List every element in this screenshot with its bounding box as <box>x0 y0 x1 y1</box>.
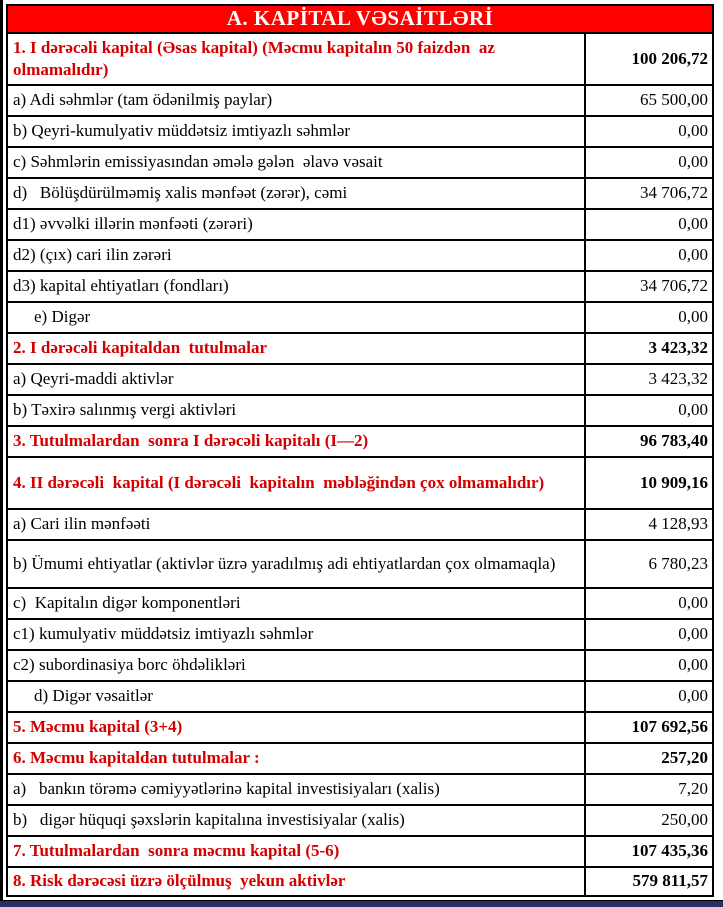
table-row <box>7 588 713 619</box>
table-row <box>7 650 713 681</box>
bottom-border-bar <box>0 900 723 907</box>
row-value: 100 206,72 <box>585 33 713 85</box>
table-row <box>7 147 713 178</box>
row-label: 1. I dərəcəli kapital (Əsas kapital) (Məcmu kapitalın 50 faizdən az olmamalıdır) <box>7 33 585 85</box>
row-value: 0,00 <box>585 116 713 147</box>
row-value: 107 435,36 <box>585 836 713 867</box>
row-value: 250,00 <box>585 805 713 836</box>
row-value: 65 500,00 <box>585 85 713 116</box>
table-row <box>7 395 713 426</box>
row-label: b) digər hüquqi şəxslərin kapitalına investisiyalar (xalis) <box>7 805 585 836</box>
row-value: 34 706,72 <box>585 271 713 302</box>
row-label: a) bankın törəmə cəmiyyətlərinə kapital investisiyaları (xalis) <box>7 774 585 805</box>
row-label: d2) (çıx) cari ilin zərəri <box>7 240 585 271</box>
row-label: e) Digər <box>7 302 585 333</box>
table-row <box>7 271 713 302</box>
row-label: c) Səhmlərin emissiyasından əmələ gələn əlavə vəsait <box>7 147 585 178</box>
table-row <box>7 116 713 147</box>
row-value: 0,00 <box>585 395 713 426</box>
row-value: 0,00 <box>585 681 713 712</box>
row-label: a) Adi səhmlər (tam ödənilmiş paylar) <box>7 85 585 116</box>
row-label: a) Cari ilin mənfəəti <box>7 509 585 540</box>
row-value: 7,20 <box>585 774 713 805</box>
row-value: 579 811,57 <box>585 867 713 896</box>
table-row <box>7 743 713 774</box>
table-row <box>7 240 713 271</box>
table-row <box>7 805 713 836</box>
row-value: 0,00 <box>585 209 713 240</box>
table-row <box>7 540 713 588</box>
table-row <box>7 209 713 240</box>
table-row <box>7 33 713 85</box>
row-value: 10 909,16 <box>585 457 713 509</box>
table-row <box>7 178 713 209</box>
row-label: 2. I dərəcəli kapitaldan tutulmalar <box>7 333 585 364</box>
table-row <box>7 364 713 395</box>
table-row <box>7 85 713 116</box>
row-label: d3) kapital ehtiyatları (fondları) <box>7 271 585 302</box>
row-label: 5. Məcmu kapital (3+4) <box>7 712 585 743</box>
row-value: 0,00 <box>585 650 713 681</box>
row-label: c) Kapitalın digər komponentləri <box>7 588 585 619</box>
row-label: b) Ümumi ehtiyatlar (aktivlər üzrə yaradılmış adi ehtiyatlardan çox olmamaqla) <box>7 540 585 588</box>
table-row <box>7 774 713 805</box>
row-label: c2) subordinasiya borc öhdəlikləri <box>7 650 585 681</box>
table-row <box>7 712 713 743</box>
row-label: a) Qeyri-maddi aktivlər <box>7 364 585 395</box>
row-label: 4. II dərəcəli kapital (I dərəcəli kapitalın məbləğindən çox olmamalıdır) <box>7 457 585 509</box>
page-edge-line <box>0 0 3 907</box>
row-label: b) Qeyri-kumulyativ müddətsiz imtiyazlı səhmlər <box>7 116 585 147</box>
table-row <box>7 333 713 364</box>
table-row <box>7 302 713 333</box>
table-title: A. KAPİTAL VƏSAİTLƏRİ <box>7 5 713 33</box>
row-value: 0,00 <box>585 588 713 619</box>
row-label: d) Digər vəsaitlər <box>7 681 585 712</box>
table-header-row <box>7 5 713 33</box>
row-value: 3 423,32 <box>585 333 713 364</box>
row-value: 107 692,56 <box>585 712 713 743</box>
row-value: 0,00 <box>585 240 713 271</box>
row-value: 6 780,23 <box>585 540 713 588</box>
capital-table <box>6 4 714 897</box>
table-row <box>7 681 713 712</box>
row-value: 0,00 <box>585 147 713 178</box>
row-value: 34 706,72 <box>585 178 713 209</box>
row-label: d) Bölüşdürülməmiş xalis mənfəət (zərər), cəmi <box>7 178 585 209</box>
row-label: 8. Risk dərəcəsi üzrə ölçülmuş yekun aktivlər <box>7 867 585 896</box>
row-value: 4 128,93 <box>585 509 713 540</box>
row-label: c1) kumulyativ müddətsiz imtiyazlı səhmlər <box>7 619 585 650</box>
row-value: 257,20 <box>585 743 713 774</box>
row-value: 0,00 <box>585 302 713 333</box>
table-row <box>7 509 713 540</box>
row-label: d1) əvvəlki illərin mənfəəti (zərəri) <box>7 209 585 240</box>
row-label: b) Təxirə salınmış vergi aktivləri <box>7 395 585 426</box>
row-label: 7. Tutulmalardan sonra məcmu kapital (5-6) <box>7 836 585 867</box>
row-value: 3 423,32 <box>585 364 713 395</box>
row-label: 6. Məcmu kapitaldan tutulmalar : <box>7 743 585 774</box>
table-row <box>7 457 713 509</box>
table-row <box>7 619 713 650</box>
row-value: 0,00 <box>585 619 713 650</box>
table-row <box>7 426 713 457</box>
table-row <box>7 867 713 896</box>
table-row <box>7 836 713 867</box>
row-value: 96 783,40 <box>585 426 713 457</box>
row-label: 3. Tutulmalardan sonra I dərəcəli kapitalı (I—2) <box>7 426 585 457</box>
